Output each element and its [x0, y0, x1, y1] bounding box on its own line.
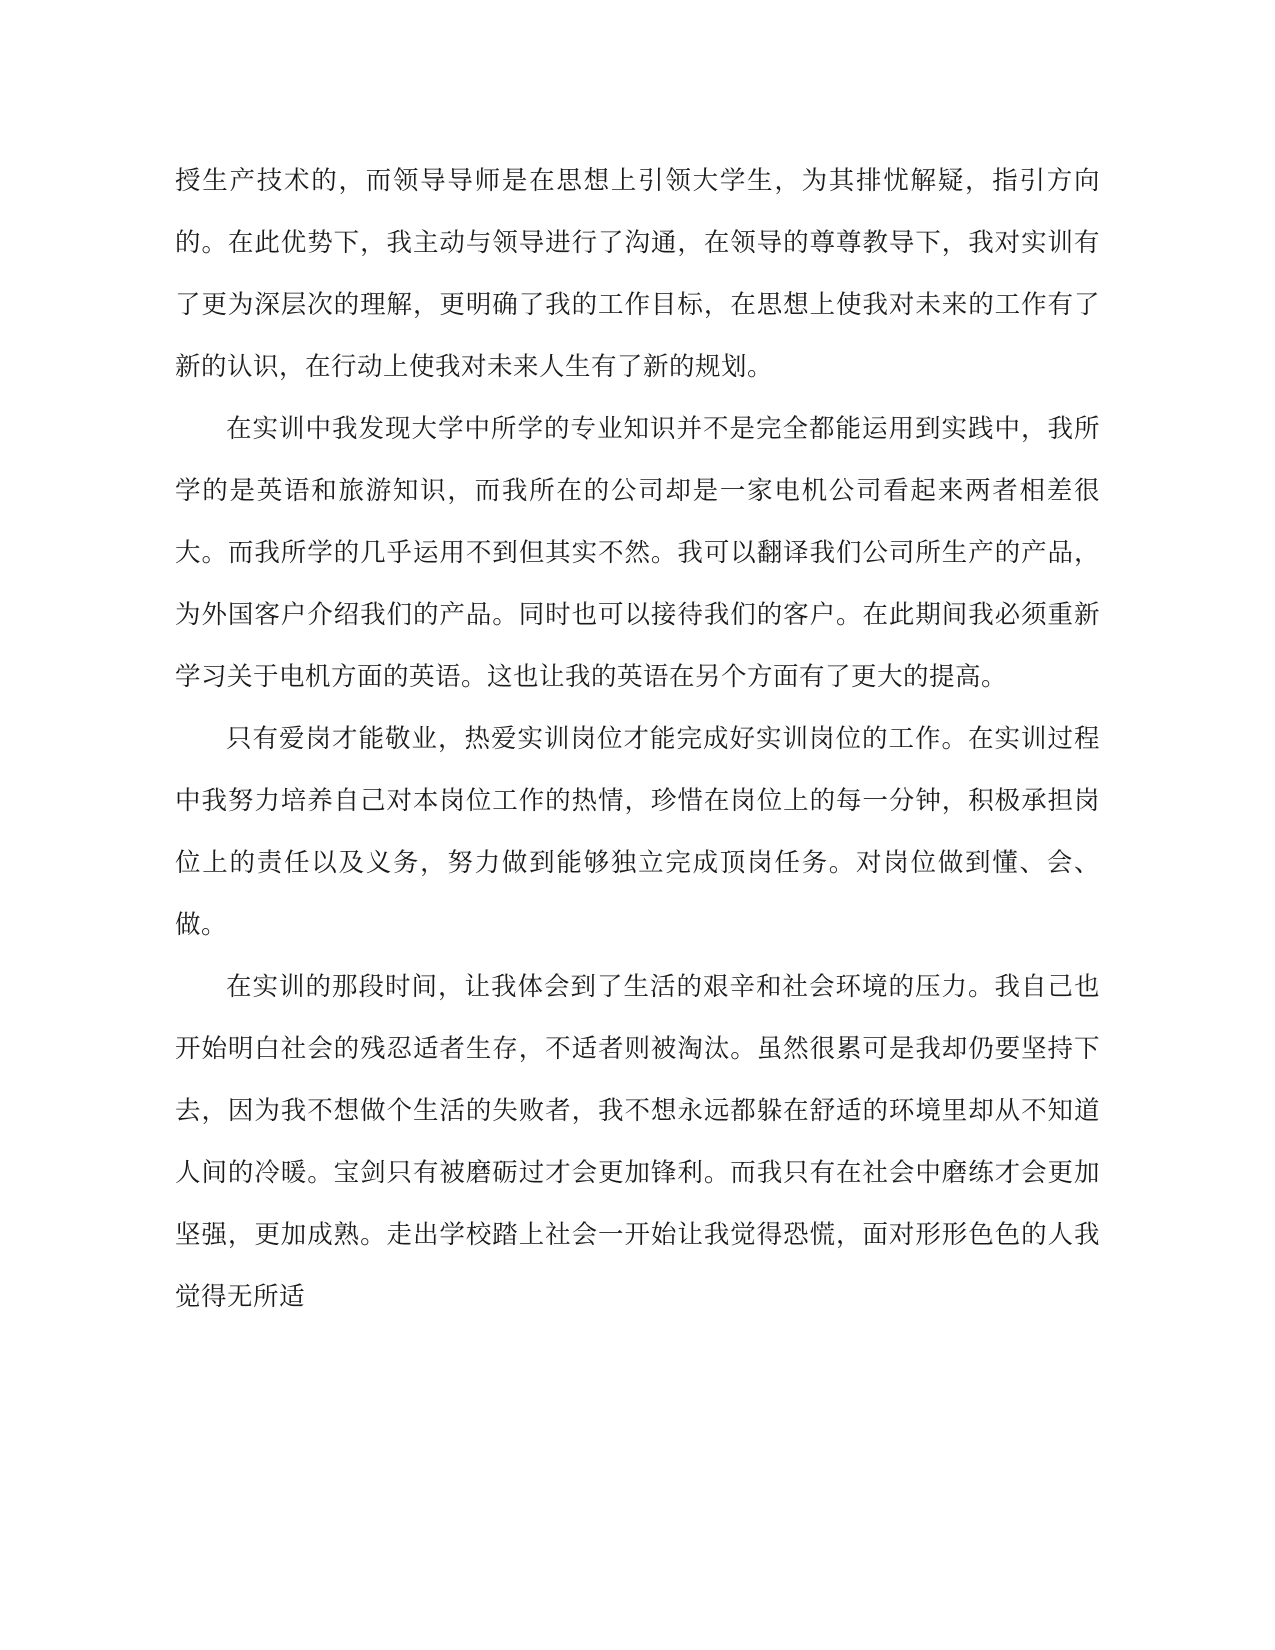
document-body: [175, 150, 1100, 1328]
paragraph: 在实训中我发现大学中所学的专业知识并不是完全都能运用到实践中，我所学的是英语和旅游知识，而我所在的公司却是一家电机公司看起来两者相差很大。而我所学的几乎运用不到但其实不然。我可以翻译我们公司所生产的产品，为外国客户介绍我们的产品。同时也可以接待我们的客户。在此期间我必须重新学习关于电机方面的英语。这也让我的英语在另个方面有了更大的提高。: [175, 414, 1100, 692]
paragraph: 授生产技术的，而领导导师是在思想上引领大学生，为其排忧解疑，指引方向的。在此优势下，我主动与领导进行了沟通，在领导的尊尊教导下，我对实训有了更为深层次的理解，更明确了我的工作目标，在思想上使我对未来的工作有了新的认识，在行动上使我对未来人生有了新的规划。: [175, 166, 1100, 382]
paragraph: 在实训的那段时间，让我体会到了生活的艰辛和社会环境的压力。我自己也开始明白社会的残忍适者生存，不适者则被淘汰。虽然很累可是我却仍要坚持下去，因为我不想做个生活的失败者，我不想永远都躲在舒适的环境里却从不知道人间的冷暖。宝剑只有被磨砺过才会更加锋利。而我只有在社会中磨练才会更加坚强，更加成熟。走出学校踏上社会一开始让我觉得恐慌，面对形形色色的人我觉得无所适: [175, 972, 1100, 1312]
paragraph: 只有爱岗才能敬业，热爱实训岗位才能完成好实训岗位的工作。在实训过程中我努力培养自己对本岗位工作的热情，珍惜在岗位上的每一分钟，积极承担岗位上的责任以及义务，努力做到能够独立完成顶岗任务。对岗位做到懂、会、做。: [175, 724, 1100, 940]
